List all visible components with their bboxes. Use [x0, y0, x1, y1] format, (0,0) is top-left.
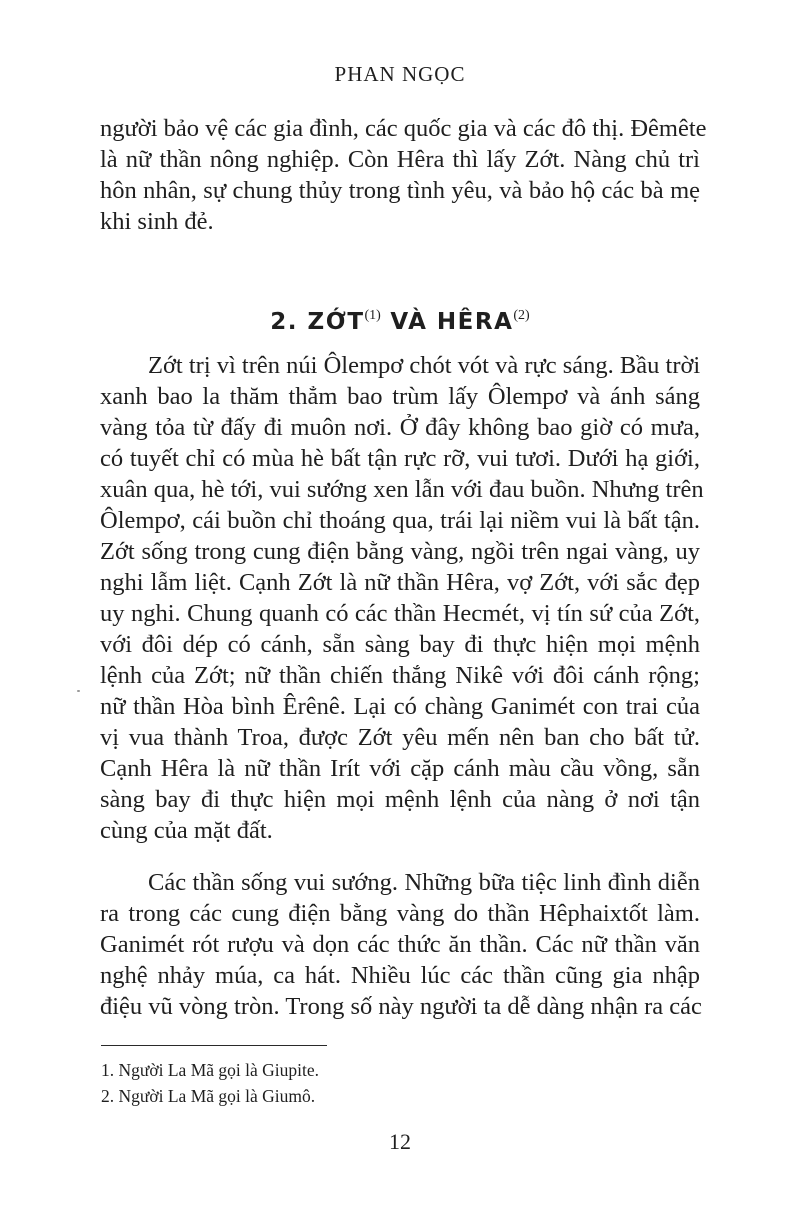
text-line: Cạnh Hêra là nữ thần Irít với cặp cánh màu cầu vồng, sẵn — [100, 755, 700, 782]
section-heading — [0, 300, 800, 338]
text-line: người bảo vệ các gia đình, các quốc gia và các đô thị. Đêmête — [100, 115, 707, 142]
text-line: Ganimét rót rượu và dọn các thức ăn thần. Các nữ thần văn — [100, 931, 700, 958]
text-line: nghệ nhảy múa, ca hát. Nhiều lúc các thần cũng gia nhập — [100, 962, 700, 989]
text-line: vàng tỏa từ đấy đi muôn nơi. Ở đây không bao giờ có mưa, — [100, 414, 700, 441]
footnote-ref-2: (2) — [513, 308, 530, 323]
footnotes — [101, 1057, 319, 1109]
text-line: lệnh của Zớt; nữ thần chiến thắng Nikê với đôi cánh rộng; — [100, 662, 700, 689]
paragraph-intro — [100, 113, 707, 237]
heading-text-part2: VÀ HÊRA — [380, 309, 514, 335]
text-line: điệu vũ vòng tròn. Trong số này người ta dễ dàng nhận ra các — [100, 993, 702, 1020]
footnote-ref-1: (1) — [364, 308, 381, 323]
paragraph-olympus — [100, 350, 704, 846]
text-line: ra trong các cung điện bằng vàng do thần Hêphaixtốt làm. — [100, 900, 700, 927]
text-line: nữ thần Hòa bình Êrênê. Lại có chàng Ganimét con trai của — [100, 693, 700, 720]
text-line: có tuyết chỉ có mùa hè bất tận rực rỡ, vui tươi. Dưới hạ giới, — [100, 445, 700, 472]
text-line: hôn nhân, sự chung thủy trong tình yêu, và bảo hộ các bà mẹ — [100, 177, 700, 204]
text-line: Các thần sống vui sướng. Những bữa tiệc linh đình diễn — [148, 869, 700, 896]
heading-text-part1: 2. ZỚT — [270, 309, 365, 335]
footnote-divider — [101, 1045, 327, 1046]
text-line: Ôlempơ, cái buồn chỉ thoáng qua, trái lại niềm vui là bất tận. — [100, 507, 700, 534]
text-line: với đôi dép có cánh, sẵn sàng bay đi thực hiện mọi mệnh — [100, 631, 700, 658]
text-line: sàng bay đi thực hiện mọi mệnh lệnh của nàng ở nơi tận — [100, 786, 700, 813]
footnote-1: 1. Người La Mã gọi là Giupite. — [101, 1060, 320, 1080]
text-line: Zớt sống trong cung điện bằng vàng, ngồi trên ngai vàng, uy — [100, 538, 700, 565]
text-line: vị vua thành Troa, được Zớt yêu mến nên ban cho bất tử. — [100, 724, 700, 751]
text-line: là nữ thần nông nghiệp. Còn Hêra thì lấy Zớt. Nàng chủ trì — [100, 146, 700, 173]
text-line: xanh bao la thăm thẳm bao trùm lấy Ôlempơ và ánh sáng — [100, 383, 700, 410]
text-line: nghi lẫm liệt. Cạnh Zớt là nữ thần Hêra, vợ Zớt, với sắc đẹp — [100, 569, 700, 596]
scan-speck — [77, 690, 80, 692]
footnote-2: 2. Người La Mã gọi là Giumô. — [101, 1086, 316, 1106]
running-head: PHAN NGỌC — [334, 62, 466, 86]
paragraph-feasts — [100, 867, 700, 1022]
text-line: Zớt trị vì trên núi Ôlempơ chót vót và rực sáng. Bầu trời — [148, 352, 701, 379]
text-line: khi sinh đẻ. — [100, 208, 214, 235]
text-line: xuân qua, hè tới, vui sướng xen lẫn với đau buồn. Nhưng trên — [100, 476, 704, 503]
text-line: cùng của mặt đất. — [100, 817, 273, 844]
page-number: 12 — [389, 1129, 411, 1154]
text-line: uy nghi. Chung quanh có các thần Hecmét, vị tín sứ của Zớt, — [100, 600, 700, 627]
